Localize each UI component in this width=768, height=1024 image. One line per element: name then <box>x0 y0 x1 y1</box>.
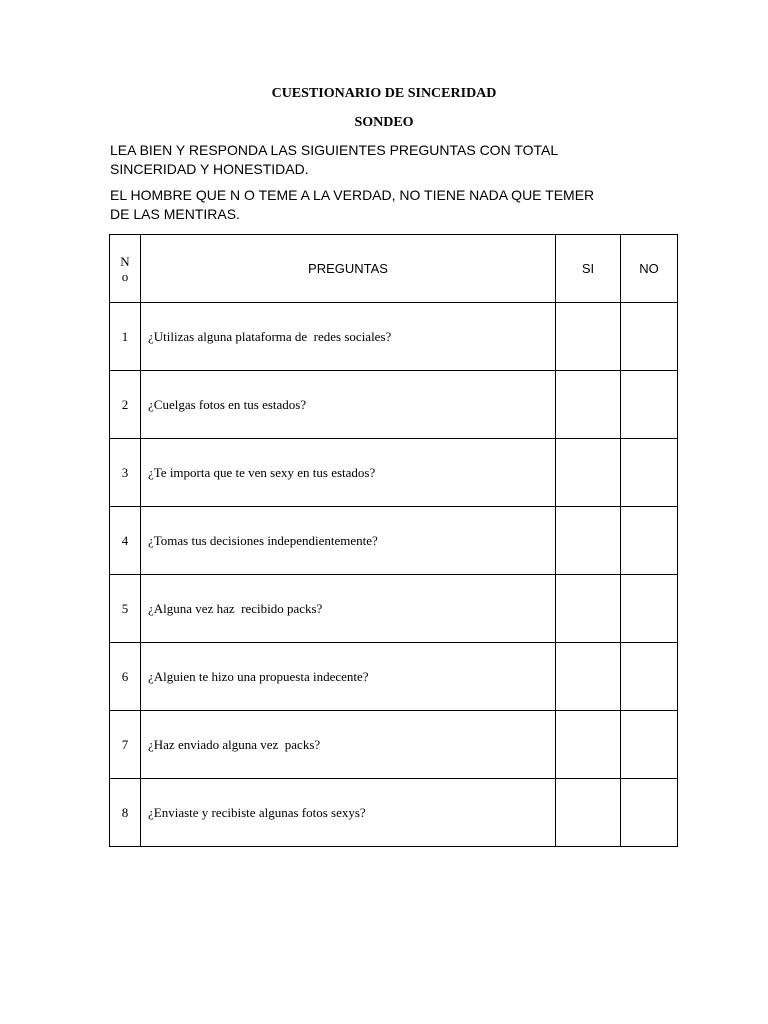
answer-no-cell[interactable] <box>621 779 678 847</box>
table-row <box>110 779 678 847</box>
answer-no-cell[interactable] <box>621 439 678 507</box>
header-no: NO <box>621 235 678 303</box>
question-text: ¿Alguien te hizo una propuesta indecente? <box>141 643 556 711</box>
answer-no-cell[interactable] <box>621 371 678 439</box>
document-title: CUESTIONARIO DE SINCERIDAD <box>271 86 497 101</box>
table-row <box>110 303 678 371</box>
question-text: ¿Te importa que te ven sexy en tus estados? <box>141 439 556 507</box>
question-text: ¿Haz enviado alguna vez packs? <box>141 711 556 779</box>
answer-no-cell[interactable] <box>621 507 678 575</box>
row-number: 5 <box>110 575 141 643</box>
header-number: N o <box>110 235 141 303</box>
table-row <box>110 643 678 711</box>
header-questions: PREGUNTAS <box>141 235 556 303</box>
instructions-paragraph: LEA BIEN Y RESPONDA LAS SIGUIENTES PREGUNTAS CON TOTAL SINCERIDAD Y HONESTIDAD. <box>110 142 559 177</box>
row-number: 6 <box>110 643 141 711</box>
row-number: 2 <box>110 371 141 439</box>
table-header-row <box>110 235 678 303</box>
answer-yes-cell[interactable] <box>556 303 621 371</box>
table-row <box>110 711 678 779</box>
question-text: ¿Cuelgas fotos en tus estados? <box>141 371 556 439</box>
document-subtitle: SONDEO <box>354 115 414 130</box>
table-row <box>110 507 678 575</box>
row-number: 4 <box>110 507 141 575</box>
answer-yes-cell[interactable] <box>556 575 621 643</box>
answer-no-cell[interactable] <box>621 575 678 643</box>
row-number: 1 <box>110 303 141 371</box>
question-text: ¿Tomas tus decisiones independientemente? <box>141 507 556 575</box>
question-text: ¿Enviaste y recibiste algunas fotos sexys? <box>141 779 556 847</box>
row-number: 7 <box>110 711 141 779</box>
answer-yes-cell[interactable] <box>556 643 621 711</box>
header-yes: SI <box>556 235 621 303</box>
answer-yes-cell[interactable] <box>556 439 621 507</box>
question-text: ¿Alguna vez haz recibido packs? <box>141 575 556 643</box>
answer-no-cell[interactable] <box>621 643 678 711</box>
answer-yes-cell[interactable] <box>556 507 621 575</box>
answer-no-cell[interactable] <box>621 303 678 371</box>
quote-paragraph: EL HOMBRE QUE N O TEME A LA VERDAD, NO TIENE NADA QUE TEMER DE LAS MENTIRAS. <box>110 187 595 222</box>
row-number: 8 <box>110 779 141 847</box>
answer-yes-cell[interactable] <box>556 779 621 847</box>
question-text: ¿Utilizas alguna plataforma de redes sociales? <box>141 303 556 371</box>
answer-no-cell[interactable] <box>621 711 678 779</box>
answer-yes-cell[interactable] <box>556 371 621 439</box>
row-number: 3 <box>110 439 141 507</box>
questionnaire-table <box>109 234 678 847</box>
table-row <box>110 439 678 507</box>
table-row <box>110 575 678 643</box>
table-row <box>110 371 678 439</box>
answer-yes-cell[interactable] <box>556 711 621 779</box>
